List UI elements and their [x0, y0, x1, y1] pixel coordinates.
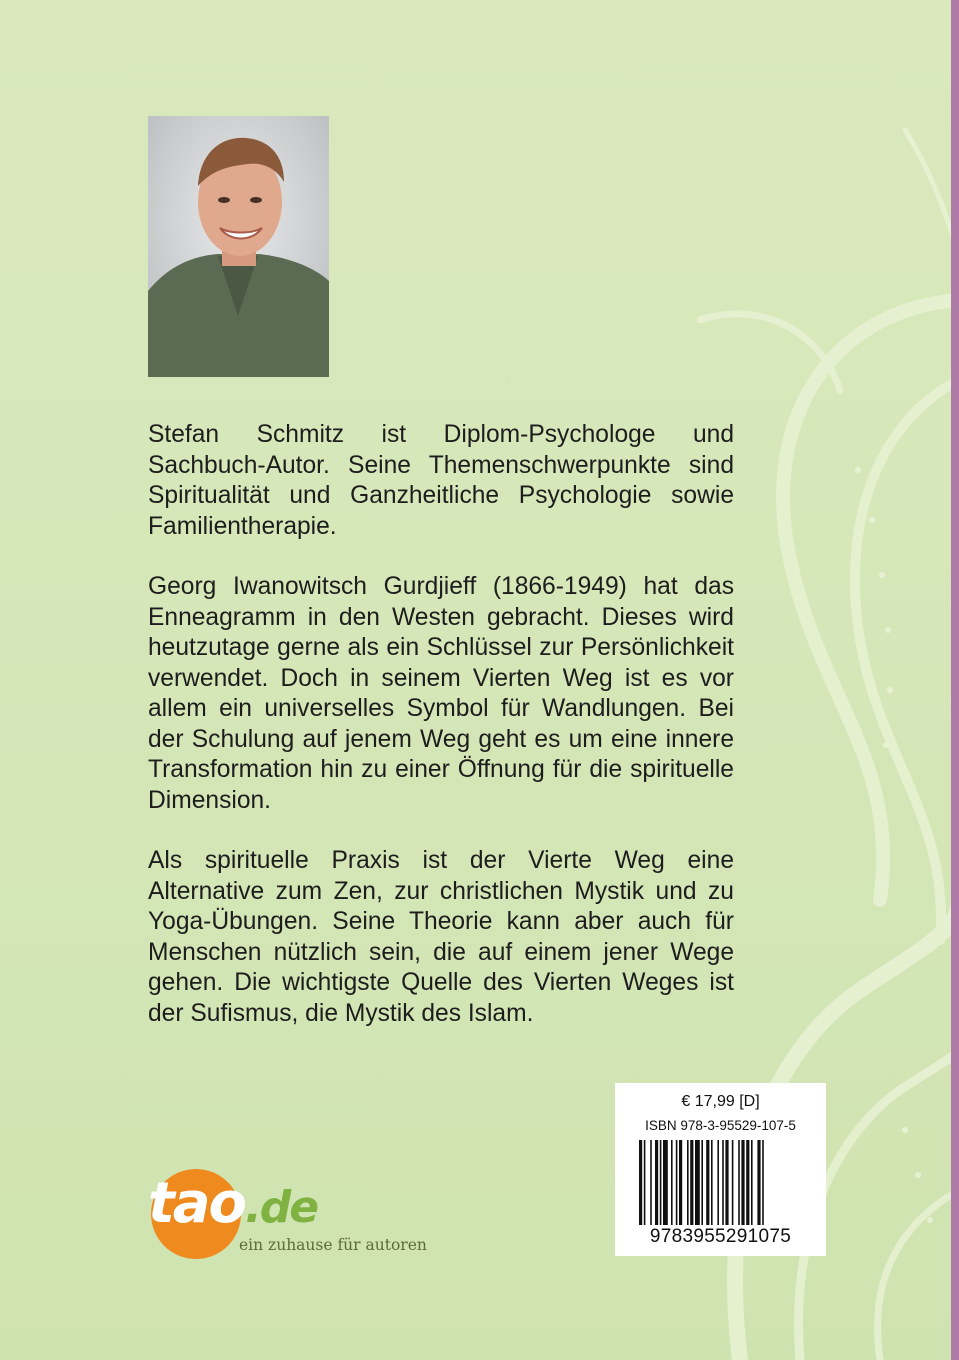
barcode-bars: [639, 1140, 802, 1225]
publisher-tagline: ein zuhause für autoren: [239, 1236, 427, 1254]
logo-wordmark: [148, 1171, 318, 1238]
blurb-text: [148, 420, 734, 1059]
isbn-text: ISBN 978-3-95529-107-5: [645, 1118, 796, 1133]
author-photo: [148, 116, 329, 377]
price-text: € 17,99 [D]: [681, 1093, 760, 1110]
barcode-label: [615, 1083, 826, 1256]
logo-text-tao: tao: [148, 1171, 246, 1236]
ean-number: 9783955291075: [649, 1226, 792, 1247]
author-bio-paragraph: Stefan Schmitz ist Diplom-Psychologe und Sachbuch-Autor. Seine Themenschwerpunkte sind Spiritualität und Ganzheitliche Psychologie sowie Familientherapie.: [148, 421, 734, 540]
logo-text-de: .de: [245, 1182, 318, 1233]
spine-edge-band: [951, 0, 959, 1360]
publisher-logo: [148, 1164, 448, 1264]
description-paragraph-1: Georg Iwanowitsch Gurdjieff (1866-1949) hat das Enneagramm in den Westen gebracht. Dieses wird heutzutage gerne als ein Schlüssel zur Persönlichkeit verwendet. Doch in seinem Vierten Weg ist es vor allem ein universelles Symbol für Wandlungen. Bei der Schulung auf jenem Weg geht es um eine innere Transformation hin zu einer Öffnung für die spirituelle Dimension.: [148, 573, 734, 814]
description-paragraph-2: Als spirituelle Praxis ist der Vierte Weg eine Alternative zum Zen, zur christlichen Mystik und zu Yoga-Übungen. Seine Theorie kann aber auch für Menschen nützlich sein, die auf einem jener Wege gehen. Die wichtigste Quelle des Vierten Weges ist der Sufismus, die Mystik des Islam.: [148, 847, 734, 1027]
